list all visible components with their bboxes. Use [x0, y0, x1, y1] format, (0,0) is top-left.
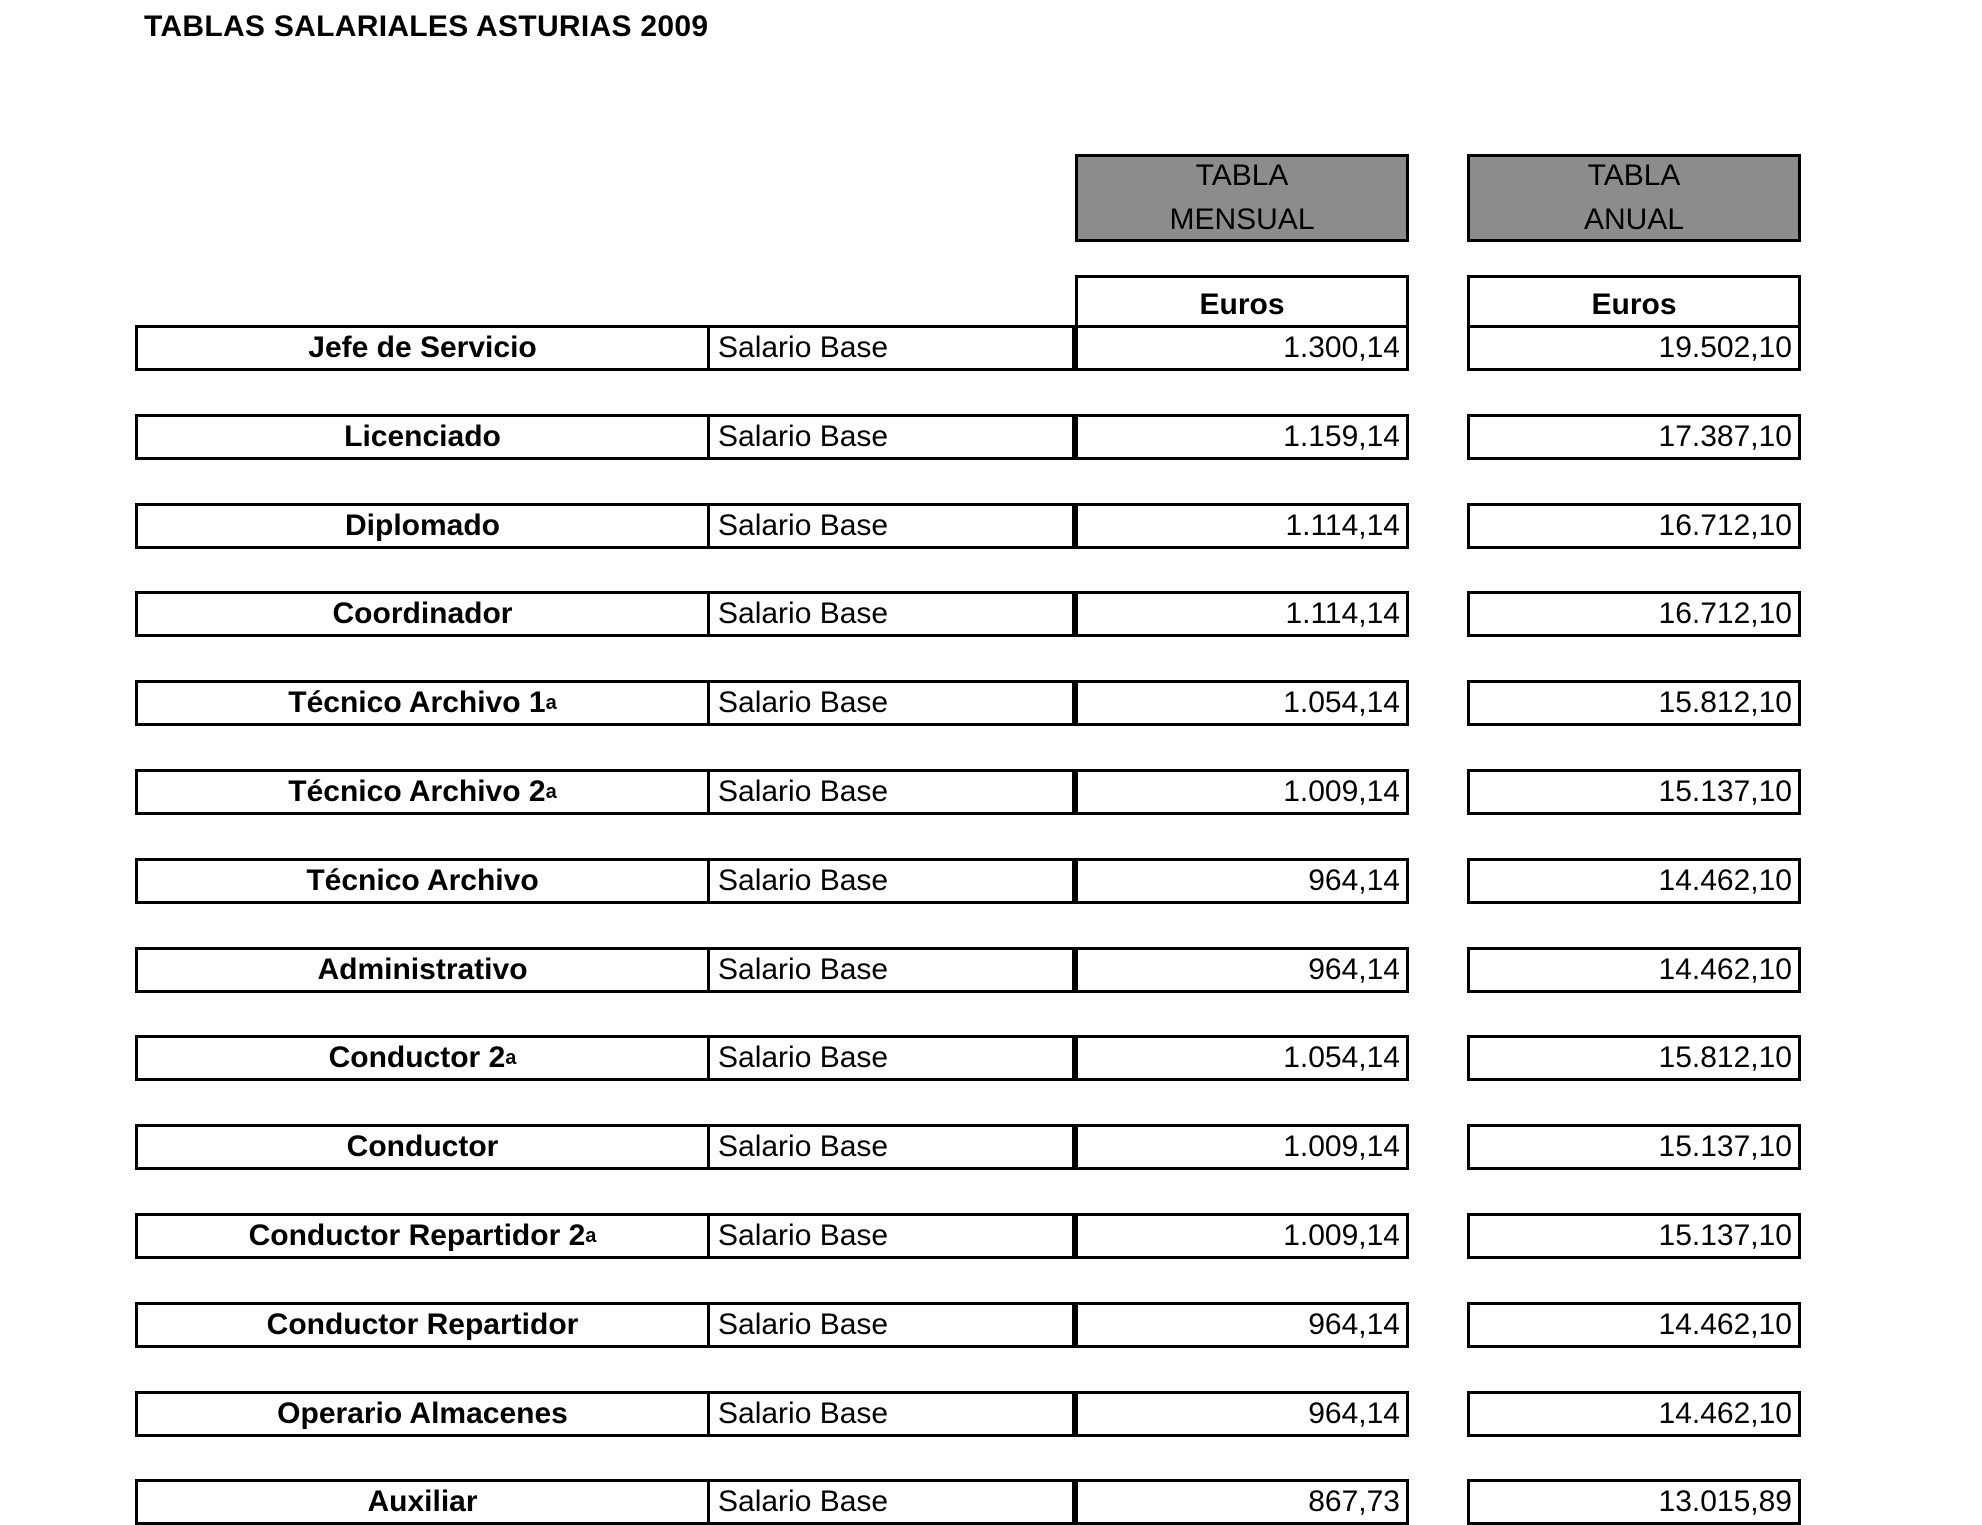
monthly-units-label: Euros — [1075, 275, 1409, 327]
monthly-table-header — [1075, 154, 1409, 242]
concept-cell: Salario Base — [707, 1035, 1075, 1081]
concept-cell: Salario Base — [707, 1479, 1075, 1525]
annual-value-cell: 14.462,10 — [1467, 858, 1801, 904]
concept-cell: Salario Base — [707, 414, 1075, 460]
category-cell: Conductor Repartidor 2 a — [135, 1213, 710, 1259]
category-cell: Diplomado — [135, 503, 710, 549]
category-cell: Coordinador — [135, 591, 710, 637]
concept-cell: Salario Base — [707, 1213, 1075, 1259]
category-cell: Licenciado — [135, 414, 710, 460]
monthly-value-cell: 964,14 — [1075, 947, 1409, 993]
concept-cell: Salario Base — [707, 769, 1075, 815]
monthly-value-cell: 1.054,14 — [1075, 1035, 1409, 1081]
monthly-value-cell: 1.159,14 — [1075, 414, 1409, 460]
annual-table-header — [1467, 154, 1801, 242]
category-cell: Auxiliar — [135, 1479, 710, 1525]
monthly-value-cell: 964,14 — [1075, 1391, 1409, 1437]
category-cell: Técnico Archivo — [135, 858, 710, 904]
monthly-value-cell: 1.009,14 — [1075, 769, 1409, 815]
annual-value-cell: 14.462,10 — [1467, 1302, 1801, 1348]
annual-value-cell: 15.812,10 — [1467, 680, 1801, 726]
monthly-value-cell: 1.009,14 — [1075, 1124, 1409, 1170]
annual-header-line2: ANUAL — [1583, 203, 1685, 236]
annual-value-cell: 13.015,89 — [1467, 1479, 1801, 1525]
annual-value-cell: 14.462,10 — [1467, 947, 1801, 993]
concept-cell: Salario Base — [707, 1302, 1075, 1348]
category-cell: Operario Almacenes — [135, 1391, 710, 1437]
category-cell: Técnico Archivo 1 a — [135, 680, 710, 726]
concept-cell: Salario Base — [707, 680, 1075, 726]
category-cell: Conductor 2 a — [135, 1035, 710, 1081]
concept-cell: Salario Base — [707, 1391, 1075, 1437]
category-cell: Técnico Archivo 2 a — [135, 769, 710, 815]
monthly-value-cell: 867,73 — [1075, 1479, 1409, 1525]
annual-header-line1: TABLA — [1587, 159, 1681, 192]
concept-cell: Salario Base — [707, 1124, 1075, 1170]
annual-value-cell: 15.137,10 — [1467, 1213, 1801, 1259]
monthly-value-cell: 1.114,14 — [1075, 591, 1409, 637]
annual-value-cell: 15.137,10 — [1467, 1124, 1801, 1170]
annual-value-cell: 19.502,10 — [1467, 325, 1801, 371]
monthly-value-cell: 1.054,14 — [1075, 680, 1409, 726]
monthly-value-cell: 1.114,14 — [1075, 503, 1409, 549]
concept-cell: Salario Base — [707, 325, 1075, 371]
annual-units-label: Euros — [1467, 275, 1801, 327]
monthly-value-cell: 1.009,14 — [1075, 1213, 1409, 1259]
category-cell: Administrativo — [135, 947, 710, 993]
monthly-value-cell: 1.300,14 — [1075, 325, 1409, 371]
concept-cell: Salario Base — [707, 858, 1075, 904]
concept-cell: Salario Base — [707, 503, 1075, 549]
monthly-value-cell: 964,14 — [1075, 1302, 1409, 1348]
annual-value-cell: 14.462,10 — [1467, 1391, 1801, 1437]
category-cell: Conductor Repartidor — [135, 1302, 710, 1348]
annual-value-cell: 17.387,10 — [1467, 414, 1801, 460]
annual-value-cell: 15.812,10 — [1467, 1035, 1801, 1081]
page-title: TABLAS SALARIALES ASTURIAS 2009 — [144, 10, 709, 43]
category-cell: Jefe de Servicio — [135, 325, 710, 371]
concept-cell: Salario Base — [707, 947, 1075, 993]
monthly-value-cell: 964,14 — [1075, 858, 1409, 904]
monthly-header-line2: MENSUAL — [1169, 203, 1315, 236]
monthly-header-line1: TABLA — [1195, 159, 1289, 192]
annual-value-cell: 15.137,10 — [1467, 769, 1801, 815]
concept-cell: Salario Base — [707, 591, 1075, 637]
annual-value-cell: 16.712,10 — [1467, 591, 1801, 637]
annual-value-cell: 16.712,10 — [1467, 503, 1801, 549]
category-cell: Conductor — [135, 1124, 710, 1170]
